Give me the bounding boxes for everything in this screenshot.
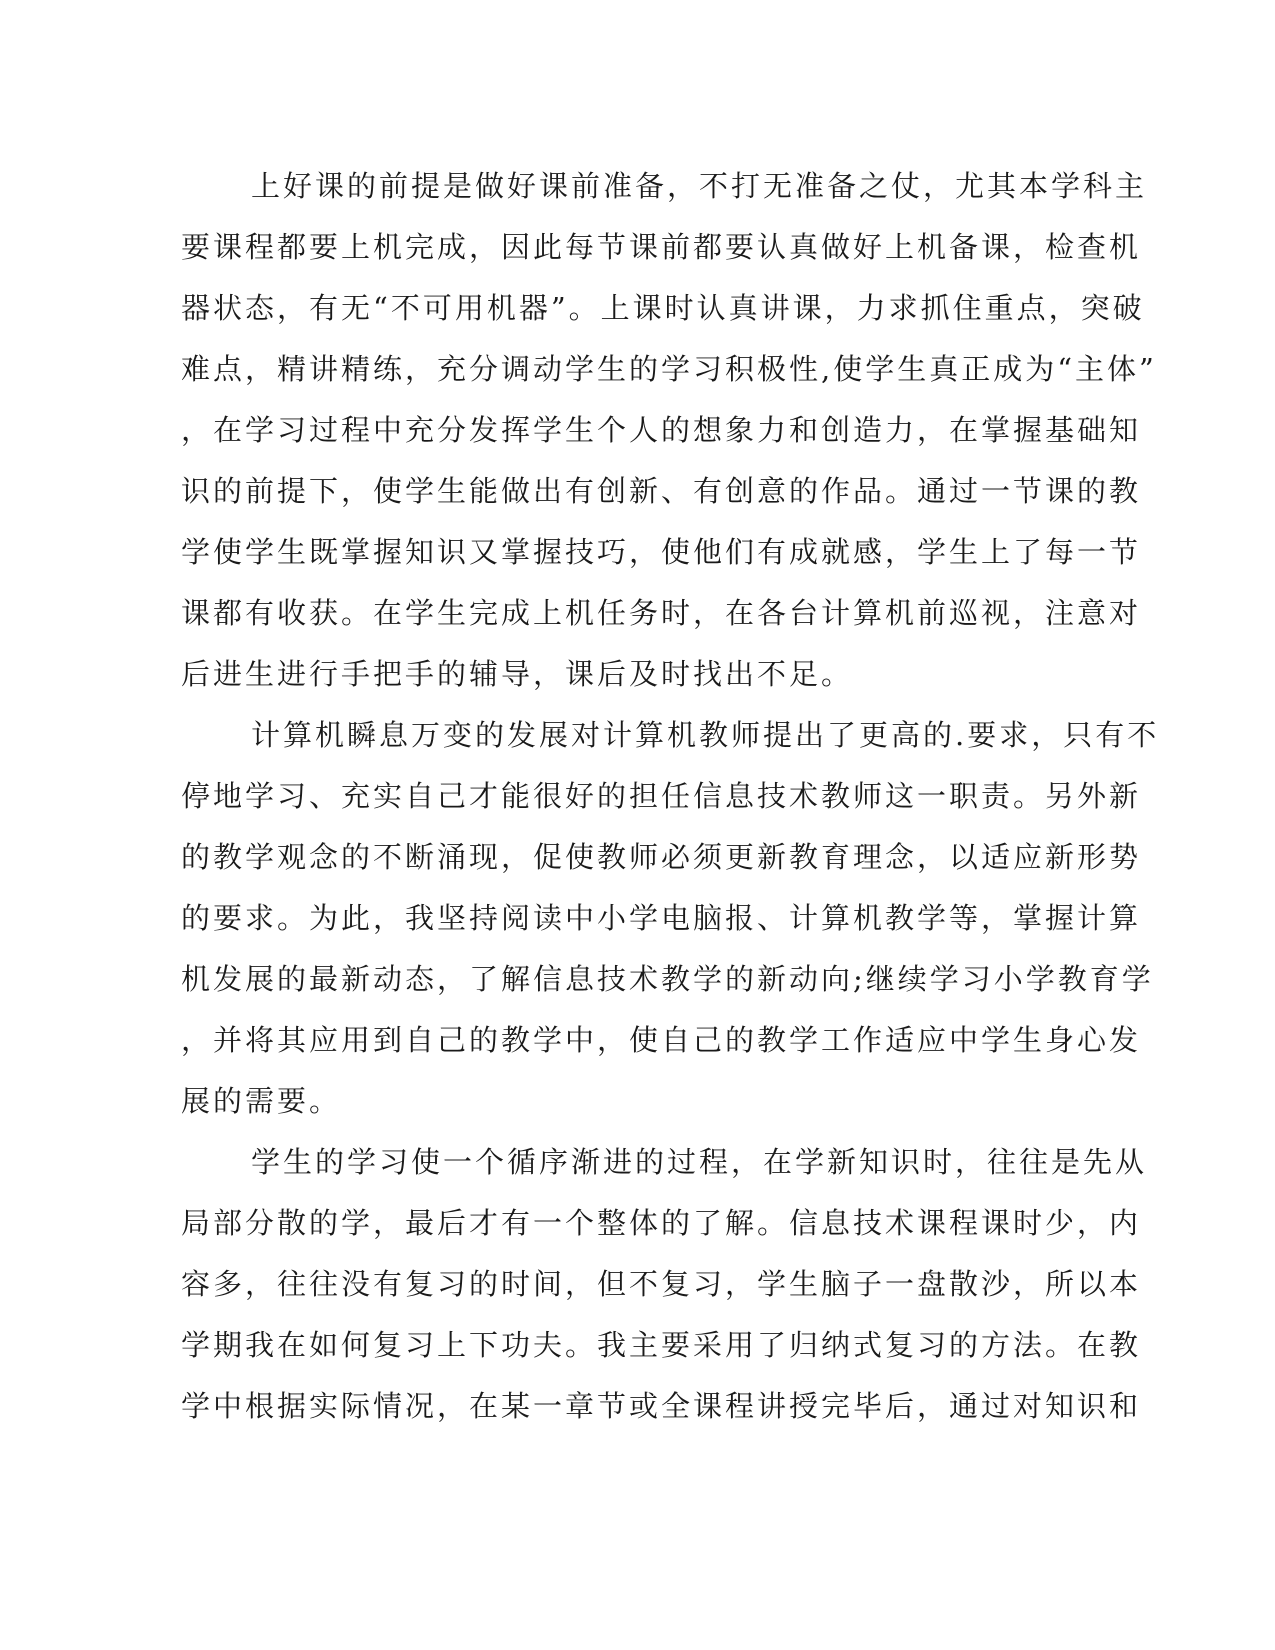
paragraph-line: 器状态，有无“不可用机器”。上课时认真讲课，力求抓住重点，突破 — [181, 291, 1145, 325]
paragraph-line: 停地学习、充实自己才能很好的担任信息技术教师这一职责。另外新 — [181, 779, 1142, 813]
paragraph-line: 局部分散的学，最后才有一个整体的了解。信息技术课程课时少，内 — [181, 1206, 1142, 1240]
paragraph-line: 计算机瞬息万变的发展对计算机教师提出了更高的.要求，只有不 — [251, 718, 1160, 752]
paragraph-3 — [181, 1132, 1148, 1437]
paragraph-1 — [181, 156, 1157, 705]
paragraph-line: 学生的学习使一个循序渐进的过程，在学新知识时，往往是先从 — [251, 1145, 1148, 1179]
paragraph-line: 识的前提下，使学生能做出有创新、有创意的作品。通过一节课的教 — [181, 474, 1142, 508]
paragraph-2 — [181, 705, 1160, 1132]
paragraph-line: 课都有收获。在学生完成上机任务时，在各台计算机前巡视，注意对 — [181, 596, 1142, 630]
paragraph-line: 学使学生既掌握知识又掌握技巧，使他们有成就感，学生上了每一节 — [181, 535, 1142, 569]
paragraph-line: 难点，精讲精练，充分调动学生的学习积极性,使学生真正成为“主体” — [181, 352, 1157, 386]
paragraph-line: 容多，往往没有复习的时间，但不复习，学生脑子一盘散沙，所以本 — [181, 1267, 1142, 1301]
paragraph-line: ，在学习过程中充分发挥学生个人的想象力和创造力，在掌握基础知 — [181, 413, 1142, 447]
document-body — [181, 156, 1160, 1437]
paragraph-line: 展的需要。 — [181, 1084, 342, 1118]
paragraph-line: 的要求。为此，我坚持阅读中小学电脑报、计算机教学等，掌握计算 — [181, 901, 1142, 935]
paragraph-line: 上好课的前提是做好课前准备，不打无准备之仗，尤其本学科主 — [251, 169, 1148, 203]
paragraph-line: 后进生进行手把手的辅导，课后及时找出不足。 — [181, 657, 854, 691]
paragraph-line: 学中根据实际情况，在某一章节或全课程讲授完毕后，通过对知识和 — [181, 1389, 1142, 1423]
paragraph-line: 学期我在如何复习上下功夫。我主要采用了归纳式复习的方法。在教 — [181, 1328, 1142, 1362]
paragraph-line: ，并将其应用到自己的教学中，使自己的教学工作适应中学生身心发 — [181, 1023, 1142, 1057]
paragraph-line: 的教学观念的不断涌现，促使教师必须更新教育理念，以适应新形势 — [181, 840, 1142, 874]
paragraph-line: 要课程都要上机完成，因此每节课前都要认真做好上机备课，检查机 — [181, 230, 1142, 264]
paragraph-line: 机发展的最新动态，了解信息技术教学的新动向;继续学习小学教育学 — [181, 962, 1154, 996]
